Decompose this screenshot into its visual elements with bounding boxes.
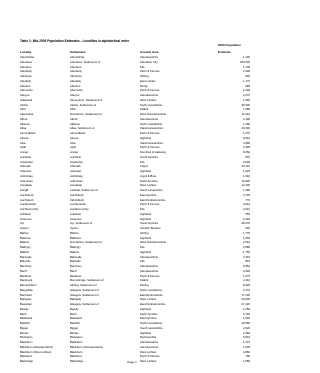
cell-estimate: 1,230	[243, 55, 250, 59]
cell-locality: Aberdeen	[20, 59, 33, 64]
cell-settlement: Abernethy	[70, 88, 83, 93]
cell-council-area: Angus	[140, 164, 148, 169]
cell-estimate: 1,280	[243, 306, 250, 311]
cell-estimate: 22,110	[241, 164, 250, 169]
cell-locality: Aberfoyle	[20, 74, 32, 78]
cell-locality: Auchtermuchty	[20, 207, 39, 211]
cell-estimate: 1,310	[243, 173, 250, 178]
cell-council-area: West Lothian	[140, 349, 157, 354]
column-header-estimate: Estimate	[218, 50, 231, 54]
cell-settlement: Glasgow, Settlement of	[70, 287, 99, 292]
cell-settlement: Dumbarton, Settlement of	[70, 240, 102, 245]
cell-locality: Ardersier	[20, 169, 32, 173]
cell-estimate: 2,010	[243, 207, 250, 211]
cell-settlement: Almondbank	[70, 131, 86, 135]
cell-estimate: 20,040	[241, 126, 250, 131]
cell-council-area: Highland	[140, 235, 152, 240]
cell-estimate: 3,930	[243, 268, 250, 273]
cell-council-area: Clackmannanshire	[140, 126, 164, 131]
cell-settlement: Dumbarton, Settlement of	[70, 112, 102, 116]
cell-settlement: Airdrie, Settlement of	[70, 102, 97, 107]
cell-council-area: Stirling	[140, 230, 149, 235]
cell-estimate: 1,930	[243, 69, 250, 74]
cell-council-area: Highland	[140, 249, 152, 254]
cell-estimate: 2,390	[243, 145, 250, 150]
cell-council-area: Moray	[140, 83, 148, 88]
cell-locality: Alyth	[20, 145, 27, 150]
cell-estimate: 5,510	[243, 335, 250, 340]
cell-estimate: 2,310	[243, 254, 250, 259]
cell-council-area: Fife	[140, 259, 145, 264]
cell-estimate: 2,980	[243, 245, 250, 249]
cell-council-area: Perth & Kinross	[140, 88, 160, 93]
cell-council-area: Perth & Kinross	[140, 69, 160, 74]
cell-locality: Aboyne	[20, 93, 30, 97]
cell-council-area: Highland	[140, 211, 152, 216]
cell-locality: Auchinloch	[20, 197, 34, 202]
column-header-council-area: Council Area	[140, 50, 159, 54]
cell-council-area: Dumfries & Galloway	[140, 150, 167, 154]
cell-estimate: 5,610	[243, 135, 250, 140]
cell-locality: Blackridge	[20, 359, 34, 363]
cell-estimate: 1,070	[243, 273, 250, 278]
cell-estimate: 1,630	[243, 344, 250, 349]
cell-estimate: 810	[245, 259, 250, 264]
cell-settlement: Stirling, Settlement of	[70, 283, 97, 287]
page-number: Page 1	[127, 360, 137, 364]
cell-settlement: Bankfoot	[70, 273, 82, 278]
cell-locality: Bishopton	[20, 335, 33, 340]
cell-estimate: 2,190	[243, 116, 250, 121]
cell-settlement: Balintore	[70, 235, 82, 240]
cell-estimate: 790	[245, 354, 250, 359]
cell-settlement: Bishopton	[70, 335, 83, 340]
cell-locality: Blackburn (Aberdeenshire)	[20, 344, 54, 349]
cell-locality: Anstruther	[20, 159, 33, 164]
cell-locality: Balintore	[20, 235, 32, 240]
cell-locality: Blackburn	[20, 340, 33, 344]
cell-council-area: Aberdeenshire	[140, 55, 159, 59]
cell-locality: Balfron	[20, 230, 29, 235]
cell-settlement: Blackburn (Aberdeenshire)	[70, 344, 104, 349]
cell-estimate: 1,430	[243, 88, 250, 93]
cell-locality: Auchterarder	[20, 202, 37, 207]
cell-council-area: Perth & Kinross	[140, 131, 160, 135]
cell-locality: Biggar	[20, 325, 29, 330]
cell-settlement: Stoneyburn, Settlement of	[70, 97, 103, 102]
cell-locality: Alva	[20, 140, 26, 145]
estimate-header-line-1: 2009 Population	[218, 43, 242, 47]
cell-settlement: Alloa, Settlement of	[70, 126, 95, 131]
cell-estimate: 870	[245, 154, 250, 159]
cell-locality: Almondbank	[20, 131, 36, 135]
cell-settlement: Balloch	[70, 249, 80, 254]
cell-council-area: West Lothian	[140, 359, 157, 363]
cell-settlement: Alyth	[70, 145, 77, 150]
cell-estimate: 12,330	[241, 183, 250, 188]
cell-settlement: Birnam	[70, 330, 79, 335]
cell-locality: Aberfeldy	[20, 69, 32, 74]
cell-locality: Auchinleck	[20, 192, 34, 197]
document-title: Table 1: Mid-2009 Population Estimates - Localities in alphabetical order	[20, 39, 130, 43]
cell-estimate: 1,060	[243, 235, 250, 240]
cell-locality: Blackford	[20, 354, 32, 359]
cell-estimate: 2,010	[243, 240, 250, 245]
cell-locality: Airth	[20, 107, 26, 112]
cell-estimate: 550	[245, 211, 250, 216]
cell-settlement: Beauly	[70, 306, 79, 311]
cell-council-area: Aberdeenshire	[140, 268, 159, 273]
cell-council-area: Renfrewshire	[140, 335, 157, 340]
cell-estimate: 4,860	[243, 349, 250, 354]
cell-council-area: North Lanarkshire	[140, 121, 163, 126]
cell-locality: Annbank	[20, 154, 32, 159]
cell-council-area: Aberdeen City	[140, 59, 158, 64]
cell-settlement: Annbank	[70, 154, 82, 159]
cell-locality: Airdrie	[20, 102, 29, 107]
cell-council-area: South Ayrshire	[140, 221, 159, 226]
cell-locality: Barrhead	[20, 292, 32, 297]
cell-estimate: 20,580	[241, 321, 250, 325]
cell-locality: Bargeddie	[20, 287, 33, 292]
cell-settlement: Ballingry	[70, 245, 81, 249]
cell-estimate: 4,610	[243, 202, 250, 207]
cell-council-area: North Ayrshire	[140, 311, 158, 316]
cell-estimate: 2,360	[243, 330, 250, 335]
cell-settlement: Ardersier	[70, 169, 82, 173]
cell-settlement: Blackburn	[70, 340, 83, 344]
cell-council-area: Perth & Kinross	[140, 354, 160, 359]
cell-settlement: Aberchirder	[70, 55, 85, 59]
cell-council-area: Fife	[140, 64, 145, 69]
cell-council-area: East Renfrewshire	[140, 292, 163, 297]
cell-council-area: North Lanarkshire	[140, 321, 163, 325]
cell-locality: Ardrossan	[20, 178, 33, 183]
cell-locality: Bellsbank	[20, 316, 33, 321]
cell-settlement: Balmedie	[70, 254, 82, 259]
cell-council-area: Aberdeenshire	[140, 254, 159, 259]
cell-council-area: Fife	[140, 207, 145, 211]
cell-council-area: Scottish Borders	[140, 226, 161, 230]
cell-settlement: Allanton	[70, 121, 81, 126]
cell-council-area: Stirling	[140, 283, 149, 287]
cell-council-area: Highland	[140, 135, 152, 140]
cell-council-area: Highland	[140, 330, 152, 335]
estimate-header-group	[218, 44, 241, 48]
cell-locality: Banchory	[20, 264, 32, 268]
cell-settlement: Beith	[70, 311, 77, 316]
locality-table	[20, 55, 250, 364]
cell-settlement: Aberlour	[70, 83, 81, 88]
cell-estimate: 3,720	[243, 192, 250, 197]
cell-settlement: Aytoun	[70, 226, 79, 230]
cell-settlement: Blackridge	[70, 359, 84, 363]
cell-estimate: 2,440	[243, 216, 250, 221]
cell-locality: Alloa	[20, 126, 27, 131]
cell-estimate: 2,270	[243, 93, 250, 97]
cell-settlement: Glasgow, Settlement of	[70, 292, 99, 297]
cell-council-area: South Lanarkshire	[140, 325, 163, 330]
cell-council-area: South Lanarkshire	[140, 188, 163, 192]
cell-locality: Banknock	[20, 278, 33, 283]
cell-settlement: Blackford	[70, 354, 82, 359]
cell-council-area: Falkirk	[140, 107, 149, 112]
cell-council-area: Aberdeenshire	[140, 116, 159, 121]
cell-locality: Aberlady	[20, 78, 32, 83]
cell-settlement: Aberfeldy	[70, 69, 82, 74]
cell-council-area: Highland	[140, 216, 152, 221]
cell-settlement: Bellshill	[70, 321, 80, 325]
cell-locality: Ayr	[20, 221, 25, 226]
cell-settlement: Aberfoyle	[70, 74, 82, 78]
cell-estimate: 2,410	[243, 278, 250, 283]
cell-estimate: 36,930	[241, 102, 250, 107]
cell-settlement: Airth	[70, 107, 76, 112]
cell-locality: Balmullo	[20, 259, 31, 264]
cell-council-area: West Lothian	[140, 297, 157, 302]
cell-estimate: 830	[245, 74, 250, 78]
cell-council-area: Aberdeenshire	[140, 344, 159, 349]
cell-settlement: Blackburn	[70, 349, 83, 354]
cell-estimate: 1,710	[243, 340, 250, 344]
cell-council-area: North Lanarkshire	[140, 102, 163, 107]
cell-settlement: Biggar	[70, 325, 79, 330]
cell-council-area: West Dunbartonshire	[140, 112, 167, 116]
cell-settlement: Aviemore	[70, 216, 82, 221]
cell-estimate: 1,770	[243, 230, 250, 235]
cell-council-area: Perth & Kinross	[140, 273, 160, 278]
cell-estimate: 540	[245, 226, 250, 230]
cell-locality: Birnam	[20, 330, 29, 335]
cell-locality: Addiewell	[20, 97, 32, 102]
cell-locality: Alness	[20, 135, 29, 140]
cell-estimate: 1,270	[243, 131, 250, 135]
cell-estimate: 13,210	[241, 112, 250, 116]
cell-settlement: Balmullo	[70, 259, 81, 264]
cell-council-area: Perth & Kinross	[140, 202, 160, 207]
cell-estimate: 1,680	[243, 359, 250, 363]
cell-settlement: Banchory	[70, 264, 82, 268]
cell-estimate: 8,450	[243, 150, 250, 154]
cell-estimate: 1,750	[243, 249, 250, 254]
cell-settlement: Auchtermuchty	[70, 207, 89, 211]
cell-council-area: East Dunbartonshire	[140, 197, 166, 202]
cell-estimate: 46,070	[241, 221, 250, 226]
cell-locality: Balloch	[20, 249, 30, 254]
cell-locality: Abernethy	[20, 88, 33, 93]
cell-settlement: Ardrossan	[70, 178, 83, 183]
cell-council-area: South Ayrshire	[140, 154, 159, 159]
cell-settlement: Alva	[70, 140, 76, 145]
cell-council-area: Aberdeenshire	[140, 264, 159, 268]
cell-council-area: North Ayrshire	[140, 178, 158, 183]
cell-council-area: Aberdeenshire	[140, 93, 159, 97]
cell-settlement: Aberlady	[70, 78, 82, 83]
column-header-settlement: Settlement	[70, 50, 86, 54]
cell-council-area: East Dunbartonshire	[140, 302, 166, 306]
cell-estimate: 20,830	[241, 297, 250, 302]
cell-estimate: 1,170	[243, 78, 250, 83]
cell-estimate: 890	[245, 83, 250, 88]
cell-council-area: Fife	[140, 245, 145, 249]
cell-settlement: Balfron	[70, 230, 79, 235]
cell-locality: Annan	[20, 150, 29, 154]
cell-locality: Arbroath	[20, 164, 31, 169]
cell-settlement: Aberdour	[70, 64, 82, 69]
cell-locality: Alexandria	[20, 112, 34, 116]
cell-estimate: 1,460	[243, 97, 250, 102]
cell-estimate: 27,220	[241, 302, 250, 306]
cell-estimate: 2,020	[243, 325, 250, 330]
cell-locality: Bathgate	[20, 297, 32, 302]
cell-settlement: Auchterarder	[70, 202, 87, 207]
cell-estimate: 8,920	[243, 283, 250, 287]
cell-settlement: Auchinleck	[70, 192, 84, 197]
cell-council-area: Stirling	[140, 74, 149, 78]
cell-locality: Balloch	[20, 240, 30, 245]
cell-locality: Armadale	[20, 183, 32, 188]
cell-settlement: Annan	[70, 150, 79, 154]
cell-council-area: East Ayrshire	[140, 316, 157, 321]
cell-council-area: West Lothian	[140, 183, 157, 188]
cell-council-area: West Lothian	[140, 97, 157, 102]
cell-locality: Bankfoot	[20, 273, 32, 278]
cell-council-area: East Lothian	[140, 78, 156, 83]
cell-settlement: Armadale	[70, 183, 82, 188]
cell-council-area: West Dunbartonshire	[140, 240, 167, 245]
cell-settlement: Alness	[70, 135, 79, 140]
cell-locality: Alford	[20, 116, 28, 121]
cell-council-area: Highland	[140, 169, 152, 173]
cell-estimate: 1,680	[243, 107, 250, 112]
cell-locality: Bannockburn	[20, 283, 37, 287]
cell-council-area: Aberdeenshire	[140, 340, 159, 344]
cell-locality: Blackburn (West Lothian)	[20, 349, 52, 354]
cell-settlement: Bellsbank	[70, 316, 83, 321]
cell-locality: Aberdour	[20, 64, 32, 69]
cell-estimate: 10,620	[241, 178, 250, 183]
cell-estimate: 1,020	[243, 316, 250, 321]
cell-estimate: 5,720	[243, 311, 250, 316]
cell-council-area: North Lanarkshire	[140, 287, 163, 292]
cell-estimate: 1,280	[243, 121, 250, 126]
cell-settlement: Bonnybridge, Settlement of	[70, 278, 104, 283]
cell-locality: Bearsden	[20, 302, 32, 306]
cell-locality: Balmedie	[20, 254, 32, 259]
cell-locality: Bellshill	[20, 321, 30, 325]
cell-settlement: Banff	[70, 268, 77, 273]
cell-council-area: Highland	[140, 306, 152, 311]
cell-council-area: East Ayrshire	[140, 192, 157, 197]
cell-estimate: 1,380	[243, 188, 250, 192]
column-header-locality: Locality	[20, 50, 32, 54]
cell-estimate: 183,030	[239, 59, 250, 64]
cell-council-area: Fife	[140, 159, 145, 164]
cell-settlement: Glasgow, Settlement of	[70, 302, 99, 306]
cell-locality: Aberlour	[20, 83, 31, 88]
cell-locality: Ballingry	[20, 245, 31, 249]
cell-settlement: Anstruther	[70, 159, 83, 164]
cell-settlement: Larkhall, Settlement of	[70, 188, 98, 192]
cell-settlement: Aboyne	[70, 93, 80, 97]
cell-locality: Allanton	[20, 121, 31, 126]
cell-locality: Beauly	[20, 306, 29, 311]
cell-locality: Ashgill	[20, 188, 29, 192]
cell-estimate: 6,950	[243, 264, 250, 268]
cell-settlement: Bathgate	[70, 297, 82, 302]
cell-locality: Banff	[20, 268, 27, 273]
cell-settlement: Ayr, Settlement of	[70, 221, 93, 226]
cell-settlement: Aberdeen, Settlement of	[70, 59, 101, 64]
cell-locality: Aviemore	[20, 216, 32, 221]
cell-estimate: 770	[245, 197, 250, 202]
cell-locality: Aytoun	[20, 226, 29, 230]
cell-settlement: Arbroath	[70, 164, 81, 169]
cell-locality: Aberchirder	[20, 55, 35, 59]
cell-settlement: Alford	[70, 116, 78, 121]
cell-settlement: Ardrishaig	[70, 173, 83, 178]
cell-locality: Beith	[20, 311, 27, 316]
cell-council-area: Falkirk	[140, 278, 149, 283]
cell-estimate: 2,170	[243, 287, 250, 292]
cell-council-area: Perth & Kinross	[140, 145, 160, 150]
cell-estimate: 17,230	[241, 292, 250, 297]
cell-settlement: Auldearn	[70, 211, 82, 216]
cell-council-area: Argyll & Bute	[140, 173, 157, 178]
cell-estimate: 1,020	[243, 169, 250, 173]
cell-estimate: 3,630	[243, 159, 250, 164]
cell-council-area: Clackmannanshire	[140, 140, 164, 145]
cell-locality: Auldearn	[20, 211, 32, 216]
cell-locality: Ardrishaig	[20, 173, 33, 178]
cell-estimate: 1,700	[243, 64, 250, 69]
cell-settlement: Kirkintilloch	[70, 197, 85, 202]
cell-estimate: 4,990	[243, 140, 250, 145]
